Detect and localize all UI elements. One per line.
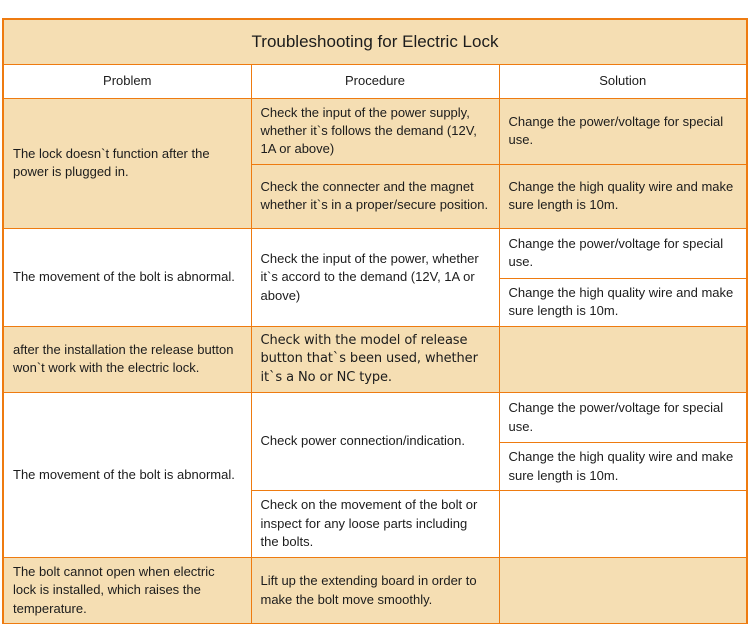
problem-cell: The lock doesn`t function after the power is plugged in. [3, 98, 251, 228]
procedure-cell: Check the input of the power, whether it`s accord to the demand (12V, 1A or above) [251, 228, 499, 326]
procedure-cell: Check power connection/indication. [251, 393, 499, 491]
procedure-cell: Lift up the extending board in order to make the bolt move smoothly. [251, 558, 499, 624]
solution-cell: Change the high quality wire and make sure length is 10m. [499, 164, 747, 228]
problem-cell: The movement of the bolt is abnormal. [3, 228, 251, 326]
solution-cell [499, 558, 747, 624]
solution-cell: Change the high quality wire and make sure length is 10m. [499, 443, 747, 491]
column-header-solution: Solution [499, 64, 747, 98]
problem-cell: after the installation the release button won`t work with the electric lock. [3, 326, 251, 392]
procedure-cell: Check with the model of release button that`s been used, whether it`s a No or NC type. [251, 326, 499, 392]
solution-cell: Change the high quality wire and make sure length is 10m. [499, 278, 747, 326]
column-header-procedure: Procedure [251, 64, 499, 98]
problem-cell: The movement of the bolt is abnormal. [3, 393, 251, 558]
troubleshooting-table [2, 18, 748, 624]
table-title: Troubleshooting for Electric Lock [3, 19, 747, 64]
procedure-cell: Check the connecter and the magnet whether it`s in a proper/secure position. [251, 164, 499, 228]
troubleshooting-table-wrap [2, 18, 748, 624]
solution-cell [499, 491, 747, 558]
procedure-cell: Check on the movement of the bolt or inspect for any loose parts including the bolts. [251, 491, 499, 558]
solution-cell: Change the power/voltage for special use. [499, 98, 747, 164]
column-header-problem: Problem [3, 64, 251, 98]
problem-cell: The bolt cannot open when electric lock is installed, which raises the temperature. [3, 558, 251, 624]
solution-cell: Change the power/voltage for special use. [499, 228, 747, 278]
solution-cell: Change the power/voltage for special use. [499, 393, 747, 443]
solution-cell [499, 326, 747, 392]
procedure-cell: Check the input of the power supply, whether it`s follows the demand (12V, 1A or above) [251, 98, 499, 164]
